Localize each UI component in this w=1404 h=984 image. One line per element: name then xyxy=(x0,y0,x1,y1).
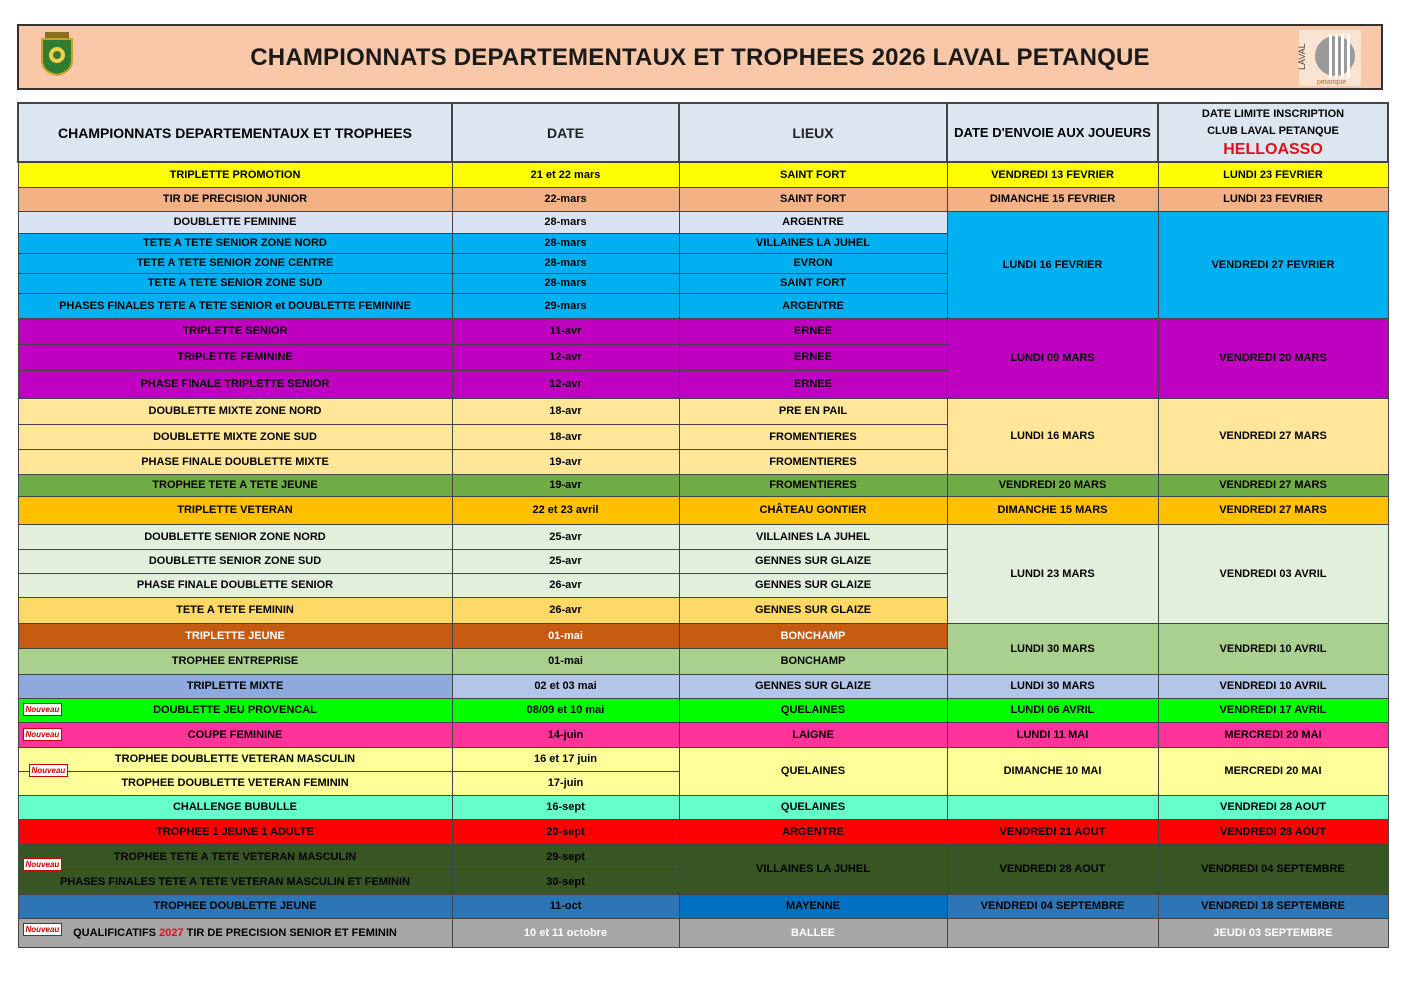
event-lieu: QUELAINES xyxy=(679,698,947,722)
event-name: TROPHEE 1 JEUNE 1 ADULTE xyxy=(18,819,452,844)
event-lieu: GENNES SUR GLAIZE xyxy=(679,674,947,698)
event-date: 19-avr xyxy=(452,449,679,474)
event-name: TRIPLETTE SENIOR xyxy=(18,318,452,344)
event-envoi: LUNDI 23 MARS xyxy=(947,524,1158,623)
table-row xyxy=(18,722,1388,747)
event-date: 10 et 11 octobre xyxy=(452,918,679,947)
event-name: PHASE FINALE DOUBLETTE SENIOR xyxy=(18,573,452,597)
event-lieu: FROMENTIERES xyxy=(679,474,947,496)
event-limite: VENDREDI 10 AVRIL xyxy=(1158,674,1388,698)
event-lieu: SAINT FORT xyxy=(679,273,947,293)
svg-text:petanque: petanque xyxy=(1317,79,1347,86)
svg-text:LAVAL: LAVAL xyxy=(1297,43,1307,70)
event-lieu: SAINT FORT xyxy=(679,187,947,211)
table-row xyxy=(18,524,1388,549)
event-lieu: CHÂTEAU GONTIER xyxy=(679,496,947,524)
nouveau-badge: Nouveau xyxy=(23,728,63,741)
event-limite: LUNDI 23 FEVRIER xyxy=(1158,187,1388,211)
event-date: 16 et 17 juin xyxy=(452,747,679,771)
event-date: 14-juin xyxy=(452,722,679,747)
event-date: 26-avr xyxy=(452,573,679,597)
event-name: CHALLENGE BUBULLE xyxy=(18,795,452,819)
event-date: 28-mars xyxy=(452,211,679,233)
event-envoi: LUNDI 30 MARS xyxy=(947,623,1158,674)
event-date: 17-juin xyxy=(452,771,679,795)
event-date: 16-sept xyxy=(452,795,679,819)
event-lieu: ARGENTRE xyxy=(679,819,947,844)
event-date: 02 et 03 mai xyxy=(452,674,679,698)
header-row xyxy=(18,103,1388,162)
event-name: PHASES FINALES TETE A TETE SENIOR et DOUBLETTE FEMININE xyxy=(18,293,452,318)
event-name: TROPHEE DOUBLETTE VETERAN FEMININ xyxy=(18,771,452,795)
event-name xyxy=(18,918,452,947)
event-envoi: DIMANCHE 15 MARS xyxy=(947,496,1158,524)
event-limite: VENDREDI 10 AVRIL xyxy=(1158,623,1388,674)
event-limite: JEUDI 03 SEPTEMBRE xyxy=(1158,918,1388,947)
schedule-table xyxy=(17,102,1389,948)
col-header-envoi: DATE D'ENVOIE AUX JOUEURS xyxy=(947,103,1158,162)
event-date: 22-mars xyxy=(452,187,679,211)
event-lieu: SAINT FORT xyxy=(679,162,947,187)
event-date: 30-sept xyxy=(452,869,679,894)
event-envoi: VENDREDI 28 AOUT xyxy=(947,844,1158,894)
event-lieu: BALLEE xyxy=(679,918,947,947)
event-name: TRIPLETTE FEMININE xyxy=(18,344,452,370)
event-lieu: ERNEE xyxy=(679,370,947,398)
table-row xyxy=(18,747,1388,771)
event-envoi xyxy=(947,795,1158,819)
event-lieu: ERNEE xyxy=(679,344,947,370)
event-name: PHASE FINALE TRIPLETTE SENIOR xyxy=(18,370,452,398)
event-lieu: FROMENTIERES xyxy=(679,449,947,474)
table-row xyxy=(18,496,1388,524)
event-envoi: LUNDI 06 AVRIL xyxy=(947,698,1158,722)
event-name: TROPHEE DOUBLETTE JEUNE xyxy=(18,894,452,918)
table-row xyxy=(18,187,1388,211)
event-lieu: ARGENTRE xyxy=(679,293,947,318)
event-limite: VENDREDI 27 FEVRIER xyxy=(1158,211,1388,318)
event-date: 29-sept xyxy=(452,844,679,869)
table-row xyxy=(18,819,1388,844)
event-limite: VENDREDI 27 MARS xyxy=(1158,398,1388,474)
event-limite: VENDREDI 03 AVRIL xyxy=(1158,524,1388,623)
page-title: CHAMPIONNATS DEPARTEMENTAUX ET TROPHEES 2026 LAVAL PETANQUE xyxy=(250,44,1150,71)
event-date: 25-avr xyxy=(452,524,679,549)
event-name: TRIPLETTE PROMOTION xyxy=(18,162,452,187)
table-row xyxy=(18,894,1388,918)
event-envoi: DIMANCHE 10 MAI xyxy=(947,747,1158,795)
event-limite: VENDREDI 27 MARS xyxy=(1158,496,1388,524)
event-date: 26-avr xyxy=(452,597,679,623)
event-name: PHASES FINALES TETE A TETE VETERAN MASCULIN ET FEMININ xyxy=(18,869,452,894)
col-header-lieux: LIEUX xyxy=(679,103,947,162)
table-row xyxy=(18,674,1388,698)
event-envoi: VENDREDI 13 FEVRIER xyxy=(947,162,1158,187)
event-date: 08/09 et 10 mai xyxy=(452,698,679,722)
event-name xyxy=(18,722,452,747)
event-lieu: ERNEE xyxy=(679,318,947,344)
table-row xyxy=(18,318,1388,344)
event-lieu: PRE EN PAIL xyxy=(679,398,947,424)
table-row xyxy=(18,474,1388,496)
event-date: 12-avr xyxy=(452,344,679,370)
event-date: 11-avr xyxy=(452,318,679,344)
event-date: 29-mars xyxy=(452,293,679,318)
event-lieu: QUELAINES xyxy=(679,747,947,795)
event-date: 28-mars xyxy=(452,233,679,253)
event-name: DOUBLETTE SENIOR ZONE SUD xyxy=(18,549,452,573)
event-date: 21 et 22 mars xyxy=(452,162,679,187)
nouveau-badge: Nouveau xyxy=(23,703,63,716)
event-lieu: FROMENTIERES xyxy=(679,424,947,449)
event-name xyxy=(18,747,452,775)
event-date: 01-mai xyxy=(452,623,679,648)
event-envoi: VENDREDI 04 SEPTEMBRE xyxy=(947,894,1158,918)
event-name: DOUBLETTE MIXTE ZONE SUD xyxy=(18,424,452,449)
event-envoi: LUNDI 16 MARS xyxy=(947,398,1158,474)
event-name: TETE A TETE SENIOR ZONE CENTRE xyxy=(18,253,452,273)
event-lieu: VILLAINES LA JUHEL xyxy=(679,524,947,549)
table-row xyxy=(18,162,1388,187)
event-name: TRIPLETTE JEUNE xyxy=(18,623,452,648)
event-lieu: GENNES SUR GLAIZE xyxy=(679,549,947,573)
event-date: 18-avr xyxy=(452,424,679,449)
event-lieu: VILLAINES LA JUHEL xyxy=(679,233,947,253)
event-lieu: EVRON xyxy=(679,253,947,273)
title-banner xyxy=(17,24,1383,90)
event-name: TIR DE PRECISION JUNIOR xyxy=(18,187,452,211)
limite-line1: DATE LIMITE INSCRIPTION xyxy=(1201,107,1345,120)
helloasso-label: HELLOASSO xyxy=(1223,140,1323,158)
event-name: DOUBLETTE MIXTE ZONE NORD xyxy=(18,398,452,424)
nouveau-badge: Nouveau xyxy=(23,858,63,871)
table-row xyxy=(18,211,1388,233)
event-date: 01-mai xyxy=(452,648,679,674)
event-lieu: ARGENTRE xyxy=(679,211,947,233)
event-envoi: LUNDI 16 FEVRIER xyxy=(947,211,1158,318)
event-date: 25-avr xyxy=(452,549,679,573)
event-lieu: GENNES SUR GLAIZE xyxy=(679,597,947,623)
table-row xyxy=(18,844,1388,869)
event-limite: VENDREDI 28 AOUT xyxy=(1158,819,1388,844)
event-name-text: COUPE FEMININE xyxy=(187,728,283,741)
event-envoi: LUNDI 09 MARS xyxy=(947,318,1158,398)
event-name: TRIPLETTE VETERAN xyxy=(18,496,452,524)
event-limite: MERCREDI 20 MAI xyxy=(1158,747,1388,795)
event-name-text-2: TIR DE PRECISION SENIOR ET FEMININ xyxy=(183,926,397,939)
table-row xyxy=(18,398,1388,424)
table-row xyxy=(18,623,1388,648)
nouveau-badge: Nouveau xyxy=(29,764,69,777)
event-name-text: TROPHEE TETE A TETE VETERAN MASCULIN xyxy=(113,850,357,863)
event-envoi: LUNDI 11 MAI xyxy=(947,722,1158,747)
event-envoi: LUNDI 30 MARS xyxy=(947,674,1158,698)
event-lieu: QUELAINES xyxy=(679,795,947,819)
event-lieu: BONCHAMP xyxy=(679,648,947,674)
nouveau-badge: Nouveau xyxy=(23,923,63,936)
table-row xyxy=(18,795,1388,819)
table-row xyxy=(18,698,1388,722)
event-date: 20-sept xyxy=(452,819,679,844)
event-name: TETE A TETE FEMININ xyxy=(18,597,452,623)
event-limite: VENDREDI 28 AOUT xyxy=(1158,795,1388,819)
event-limite: VENDREDI 17 AVRIL xyxy=(1158,698,1388,722)
event-lieu: MAYENNE xyxy=(679,894,947,918)
event-date: 12-avr xyxy=(452,370,679,398)
col-header-name: CHAMPIONNATS DEPARTEMENTAUX ET TROPHEES xyxy=(18,103,452,162)
event-year-text: 2027 xyxy=(159,926,184,939)
event-name-text: QUALIFICATIFS xyxy=(73,926,160,939)
event-name: TETE A TETE SENIOR ZONE SUD xyxy=(18,273,452,293)
event-name-text: TROPHEE DOUBLETTE VETERAN MASCULIN xyxy=(114,753,356,765)
event-name: TRIPLETTE MIXTE xyxy=(18,674,452,698)
event-limite: LUNDI 23 FEVRIER xyxy=(1158,162,1388,187)
event-limite: VENDREDI 18 SEPTEMBRE xyxy=(1158,894,1388,918)
event-limite: VENDREDI 20 MARS xyxy=(1158,318,1388,398)
event-date: 22 et 23 avril xyxy=(452,496,679,524)
event-name: DOUBLETTE SENIOR ZONE NORD xyxy=(18,524,452,549)
event-envoi: DIMANCHE 15 FEVRIER xyxy=(947,187,1158,211)
event-lieu: GENNES SUR GLAIZE xyxy=(679,573,947,597)
event-lieu: VILLAINES LA JUHEL xyxy=(679,844,947,894)
event-date: 18-avr xyxy=(452,398,679,424)
limite-line2: CLUB LAVAL PETANQUE xyxy=(1207,124,1339,137)
col-header-date: DATE xyxy=(452,103,679,162)
event-name xyxy=(18,698,452,722)
event-name: TROPHEE ENTREPRISE xyxy=(18,648,452,674)
event-name: TETE A TETE SENIOR ZONE NORD xyxy=(18,233,452,253)
event-date: 28-mars xyxy=(452,253,679,273)
event-name-text: DOUBLETTE JEU PROVENCAL xyxy=(153,704,317,716)
event-name: TROPHEE TETE A TETE JEUNE xyxy=(18,474,452,496)
event-date: 11-oct xyxy=(452,894,679,918)
event-envoi xyxy=(947,918,1158,947)
event-envoi: VENDREDI 20 MARS xyxy=(947,474,1158,496)
event-lieu: LAIGNE xyxy=(679,722,947,747)
table-row xyxy=(18,918,1388,947)
event-date: 19-avr xyxy=(452,474,679,496)
event-name xyxy=(18,844,452,869)
event-name: DOUBLETTE FEMININE xyxy=(18,211,452,233)
event-name: PHASE FINALE DOUBLETTE MIXTE xyxy=(18,449,452,474)
event-envoi: VENDREDI 21 AOUT xyxy=(947,819,1158,844)
event-limite: VENDREDI 04 SEPTEMBRE xyxy=(1158,844,1388,894)
col-header-limite xyxy=(1158,103,1388,162)
event-limite: VENDREDI 27 MARS xyxy=(1158,474,1388,496)
event-lieu: BONCHAMP xyxy=(679,623,947,648)
laval-petanque-logo xyxy=(1299,30,1361,86)
event-date: 28-mars xyxy=(452,273,679,293)
event-limite: MERCREDI 20 MAI xyxy=(1158,722,1388,747)
